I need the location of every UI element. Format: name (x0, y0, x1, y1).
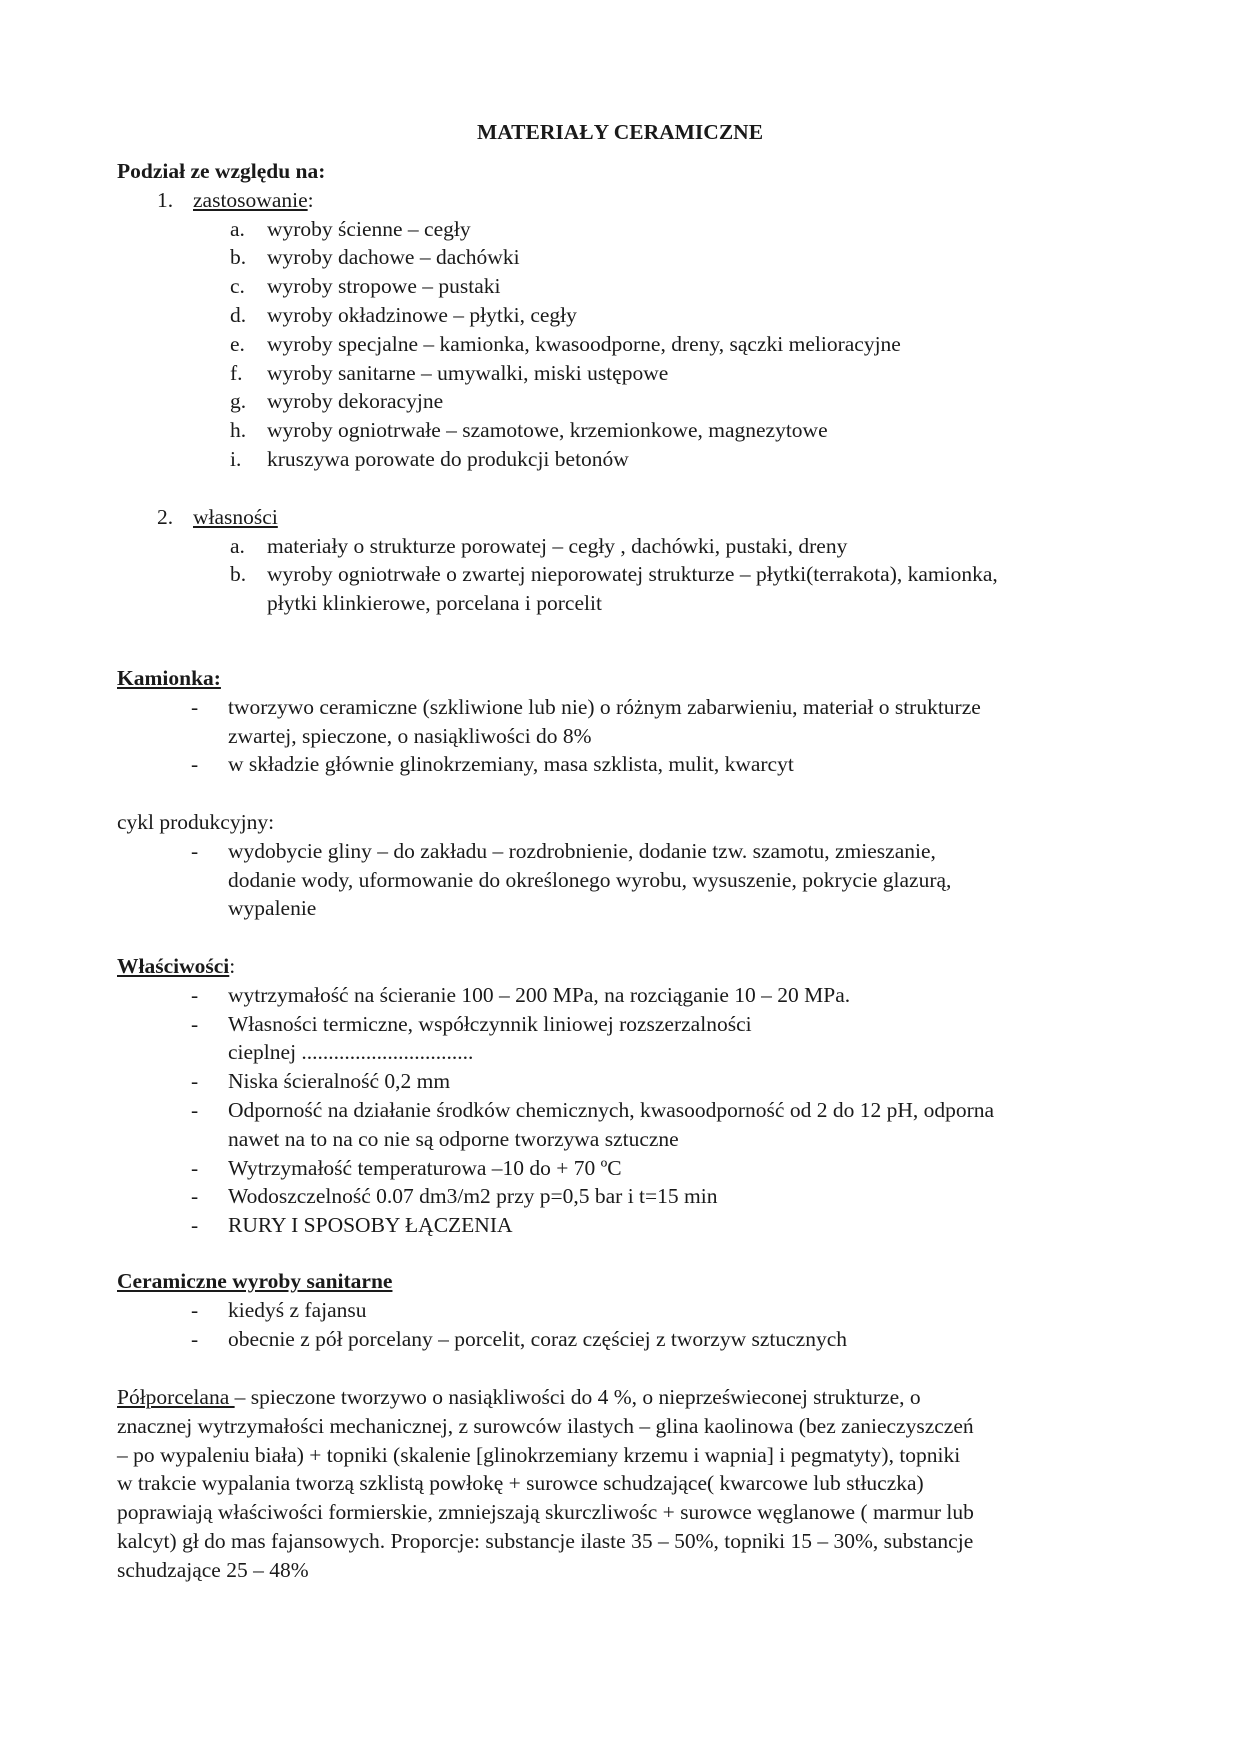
sublist-item (117, 560, 1127, 618)
sublist-letter: b. (230, 562, 247, 587)
document-title: MATERIAŁY CERAMICZNE (476, 120, 764, 144)
sublist-letter: c. (230, 274, 245, 299)
sublist-text: wyroby specjalne – kamionka, kwasoodporne, dreny, sączki melioracyjne (267, 331, 901, 356)
sublist-letter: h. (230, 418, 247, 443)
sublist-text: wyroby stropowe – pustaki (267, 274, 501, 299)
list-number: 1. (157, 187, 174, 212)
sublist-text: wyroby sanitarne – umywalki, miski ustępowe (267, 360, 669, 385)
cykl-section (117, 808, 1127, 923)
podzial-section (117, 157, 1127, 618)
sublist-item (117, 330, 1127, 359)
sublist-text-continued: płytki klinkierowe, porcelana i porcelit (267, 591, 602, 616)
dash-bullet: - (191, 694, 199, 719)
sublist-letter: b. (230, 245, 247, 270)
bullet-item (117, 1154, 1127, 1183)
dash-bullet: - (191, 838, 199, 863)
sublist-letter: a. (230, 216, 245, 241)
bullet-text: Wodoszczelność 0.07 dm3/m2 przy p=0,5 bar i t=15 min (228, 1184, 718, 1209)
sublist-item (117, 301, 1127, 330)
polporcelana-paragraph (117, 1383, 1127, 1585)
sanitarne-section (117, 1267, 1127, 1353)
sublist-letter: g. (230, 389, 247, 414)
sublist-text: kruszywa porowate do produkcji betonów (267, 446, 629, 471)
sublist-letter: f. (230, 360, 243, 385)
bullet-text-continued: cieplnej ................................ (228, 1040, 474, 1065)
sublist-letter: a. (230, 533, 245, 558)
sublist-item (117, 532, 1127, 561)
sublist-item (117, 359, 1127, 388)
dash-bullet: - (191, 1069, 199, 1094)
bullet-text: w składzie głównie glinokrzemiany, masa szklista, mulit, kwarcyt (228, 752, 794, 777)
bullet-text: tworzywo ceramiczne (szkliwione lub nie) o różnym zabarwieniu, materiał o strukturze (228, 694, 981, 719)
bullet-item (117, 981, 1127, 1010)
polporcelana-term: Półporcelana (117, 1385, 235, 1409)
list-label: własności (193, 504, 278, 529)
wlasciwosci-section (117, 952, 1127, 1240)
sublist-item (117, 272, 1127, 301)
dash-bullet: - (191, 752, 199, 777)
sublist-text: materiały o strukturze porowatej – cegły , dachówki, pustaki, dreny (267, 533, 848, 558)
wlasciwosci-heading-suffix: : (229, 954, 236, 978)
bullet-text: wytrzymałość na ścieranie 100 – 200 MPa, na rozciąganie 10 – 20 MPa. (228, 982, 851, 1007)
sublist-text: wyroby dachowe – dachówki (267, 245, 520, 270)
paragraph-line: poprawiają właściwości formierskie, zmniejszają skurczliwośc + surowce węglanowe ( marmur lub (117, 1500, 974, 1525)
bullet-text: Niska ścieralność 0,2 mm (228, 1069, 451, 1094)
list-label-suffix: : (307, 187, 314, 212)
cykl-label: cykl produkcyjny: (117, 810, 275, 834)
bullet-item (117, 1296, 1127, 1325)
bullet-text: wydobycie gliny – do zakładu – rozdrobnienie, dodanie tzw. szamotu, zmieszanie, (228, 838, 936, 863)
bullet-text-continued: zwartej, spieczone, o nasiąkliwości do 8% (228, 723, 592, 748)
dash-bullet: - (191, 1184, 199, 1209)
sublist-item (117, 387, 1127, 416)
sublist-item (117, 215, 1127, 244)
dash-bullet: - (191, 1011, 199, 1036)
bullet-text: obecnie z pół porcelany – porcelit, coraz częściej z tworzyw sztucznych (228, 1326, 848, 1351)
sanitarne-heading: Ceramiczne wyroby sanitarne (117, 1269, 393, 1293)
paragraph-line: w trakcie wypalania tworzą szklistą powłokę + surowce schudzające( kwarcowe lub stłuczka) (117, 1471, 924, 1496)
list-number: 2. (157, 504, 174, 529)
paragraph-line: kalcyt) gł do mas fajansowych. Proporcje: substancje ilaste 35 – 50%, topniki 15 – 30%, substancje (117, 1528, 974, 1553)
paragraph-line: – spieczone tworzywo o nasiąkliwości do 4 %, o nieprześwieconej strukturze, o (234, 1385, 921, 1409)
bullet-text: RURY I SPOSOBY ŁĄCZENIA (228, 1213, 513, 1238)
bullet-text-continued: dodanie wody, uformowanie do określonego wyrobu, wysuszenie, pokrycie glazurą, (228, 867, 952, 892)
bullet-item (117, 1010, 1127, 1068)
sublist-item (117, 445, 1127, 474)
kamionka-section (117, 664, 1127, 779)
bullet-item (117, 1325, 1127, 1354)
list-item (117, 503, 1127, 532)
sublist-item (117, 416, 1127, 445)
bullet-item (117, 1067, 1127, 1096)
paragraph-line: – po wypaleniu biała) + topniki (skalenie [glinokrzemiany krzemu i wapnia] i pegmatyty), topniki (117, 1442, 961, 1467)
sublist-text: wyroby dekoracyjne (267, 389, 444, 414)
sublist-letter: i. (230, 446, 242, 471)
list-label: zastosowanie (193, 187, 308, 212)
sublist-text: wyroby ogniotrwałe – szamotowe, krzemionkowe, magnezytowe (267, 418, 828, 443)
bullet-item (117, 1096, 1127, 1154)
sublist-letter: d. (230, 302, 247, 327)
sublist-text: wyroby ogniotrwałe o zwartej nieporowatej strukturze – płytki(terrakota), kamionka, (267, 562, 998, 587)
sublist-letter: e. (230, 331, 245, 356)
bullet-text: Odporność na działanie środków chemicznych, kwasoodporność od 2 do 12 pH, odporna (228, 1097, 995, 1122)
bullet-text: kiedyś z fajansu (228, 1297, 367, 1322)
dash-bullet: - (191, 1297, 199, 1322)
bullet-text: Wytrzymałość temperaturowa –10 do + 70 ºC (228, 1155, 622, 1180)
paragraph-line: schudzające 25 – 48% (117, 1557, 309, 1582)
bullet-item (117, 837, 1127, 923)
dash-bullet: - (191, 982, 199, 1007)
sublist-text: wyroby okładzinowe – płytki, cegły (267, 302, 577, 327)
bullet-item (117, 693, 1127, 751)
sublist-item (117, 243, 1127, 272)
bullet-item (117, 1182, 1127, 1211)
bullet-text-continued: nawet na to na co nie są odporne tworzywa sztuczne (228, 1126, 679, 1151)
bullet-text: Własności termiczne, współczynnik liniowej rozszerzalności (228, 1011, 752, 1036)
bullet-item (117, 750, 1127, 779)
dash-bullet: - (191, 1097, 199, 1122)
bullet-text-continued: wypalenie (228, 896, 317, 921)
dash-bullet: - (191, 1326, 199, 1351)
bullet-item (117, 1211, 1127, 1240)
paragraph-line: znacznej wytrzymałości mechanicznej, z surowców ilastych – glina kaolinowa (bez zanieczyszczeń (117, 1413, 974, 1438)
dash-bullet: - (191, 1213, 199, 1238)
dash-bullet: - (191, 1155, 199, 1180)
sublist-text: wyroby ścienne – cegły (267, 216, 471, 241)
list-item (117, 186, 1127, 215)
wlasciwosci-heading: Właściwości (117, 954, 230, 978)
podzial-heading: Podział ze względu na: (117, 159, 326, 183)
kamionka-heading: Kamionka: (117, 666, 221, 690)
